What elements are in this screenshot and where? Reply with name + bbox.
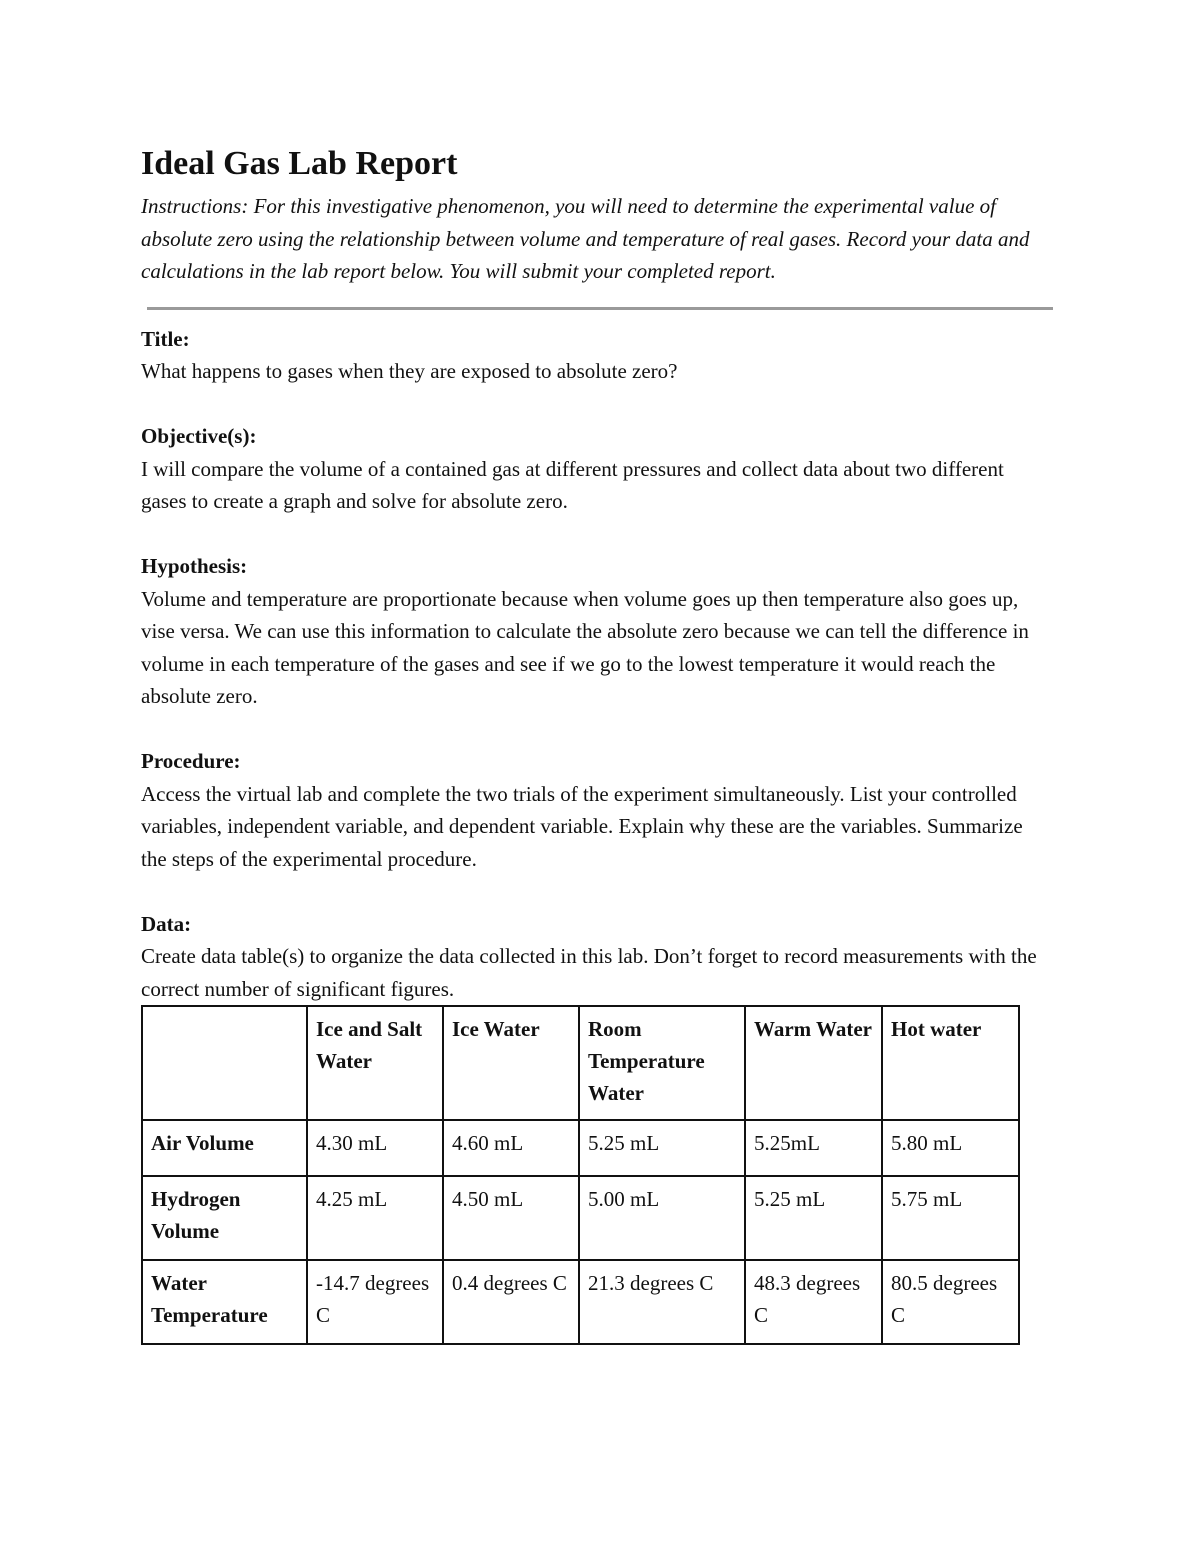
- table-cell: 4.60 mL: [443, 1120, 579, 1176]
- table-cell: 80.5 degrees C: [882, 1260, 1019, 1344]
- horizontal-divider: [147, 307, 1053, 310]
- table-header-cell: [142, 1006, 307, 1120]
- table-cell: 5.75 mL: [882, 1176, 1019, 1260]
- section-hypothesis: [141, 550, 1056, 713]
- table-cell: 5.00 mL: [579, 1176, 745, 1260]
- section-heading: Procedure:: [141, 749, 241, 773]
- row-label: Air Volume: [142, 1120, 307, 1176]
- table-cell: 0.4 degrees C: [443, 1260, 579, 1344]
- table-cell: 5.25mL: [745, 1120, 882, 1176]
- instructions-text: Instructions: For this investigative phenomenon, you will need to determine the experimental value of absolute zero using the relationship between volume and temperature of real gases. Record your data and calculations in the lab report below. You will submit your completed report.: [141, 194, 1030, 283]
- section-body: Create data table(s) to organize the data collected in this lab. Don’t forget to record measurements with the correct number of significant figures.: [141, 944, 1037, 1001]
- row-label: Water Temperature: [142, 1260, 307, 1344]
- table-row: [142, 1120, 1019, 1176]
- section-heading: Title:: [141, 326, 190, 351]
- section-data: [141, 908, 1056, 1006]
- section-body: What happens to gases when they are exposed to absolute zero?: [141, 359, 678, 383]
- table-cell: 5.25 mL: [579, 1120, 745, 1176]
- table-header-cell: Ice Water: [443, 1006, 579, 1120]
- table-cell: 5.80 mL: [882, 1120, 1019, 1176]
- table-header-row: [142, 1006, 1019, 1120]
- section-procedure: [141, 745, 1056, 875]
- table-cell: 4.50 mL: [443, 1176, 579, 1260]
- table-cell: 48.3 degrees C: [745, 1260, 882, 1344]
- table-cell: 4.25 mL: [307, 1176, 443, 1260]
- section-title: [141, 323, 1056, 388]
- section-body: I will compare the volume of a contained gas at different pressures and collect data about two different gases to create a graph and solve for absolute zero.: [141, 456, 1004, 513]
- section-heading: Hypothesis:: [141, 554, 248, 578]
- section-heading: Objective(s):: [141, 424, 257, 448]
- row-label: Hydrogen Volume: [142, 1176, 307, 1260]
- table-cell: 5.25 mL: [745, 1176, 882, 1260]
- section-body: Access the virtual lab and complete the two trials of the experiment simultaneously. List your controlled variables, independent variable, and dependent variable. Explain why these are the variables. Summarize the steps of the experimental procedure.: [141, 781, 1023, 871]
- table-cell: 4.30 mL: [307, 1120, 443, 1176]
- document-page: [141, 140, 1056, 1345]
- section-heading: Data:: [141, 911, 192, 936]
- data-table: [141, 1005, 1020, 1345]
- table-header-cell: Warm Water: [745, 1006, 882, 1120]
- document-title: Ideal Gas Lab Report: [141, 145, 458, 182]
- table-header-cell: Room Temperature Water: [579, 1006, 745, 1120]
- section-objective: [141, 420, 1056, 518]
- table-cell: 21.3 degrees C: [579, 1260, 745, 1344]
- section-body: Volume and temperature are proportionate because when volume goes up then temperature also goes up, vise versa. We can use this information to calculate the absolute zero because we can tell the difference in volume in each temperature of the gases and see if we go to the lowest temperature it would reach the absolute zero.: [141, 586, 1029, 708]
- table-row: [142, 1176, 1019, 1260]
- table-cell: -14.7 degrees C: [307, 1260, 443, 1344]
- table-row: [142, 1260, 1019, 1344]
- table-header-cell: Ice and Salt Water: [307, 1006, 443, 1120]
- table-header-cell: Hot water: [882, 1006, 1019, 1120]
